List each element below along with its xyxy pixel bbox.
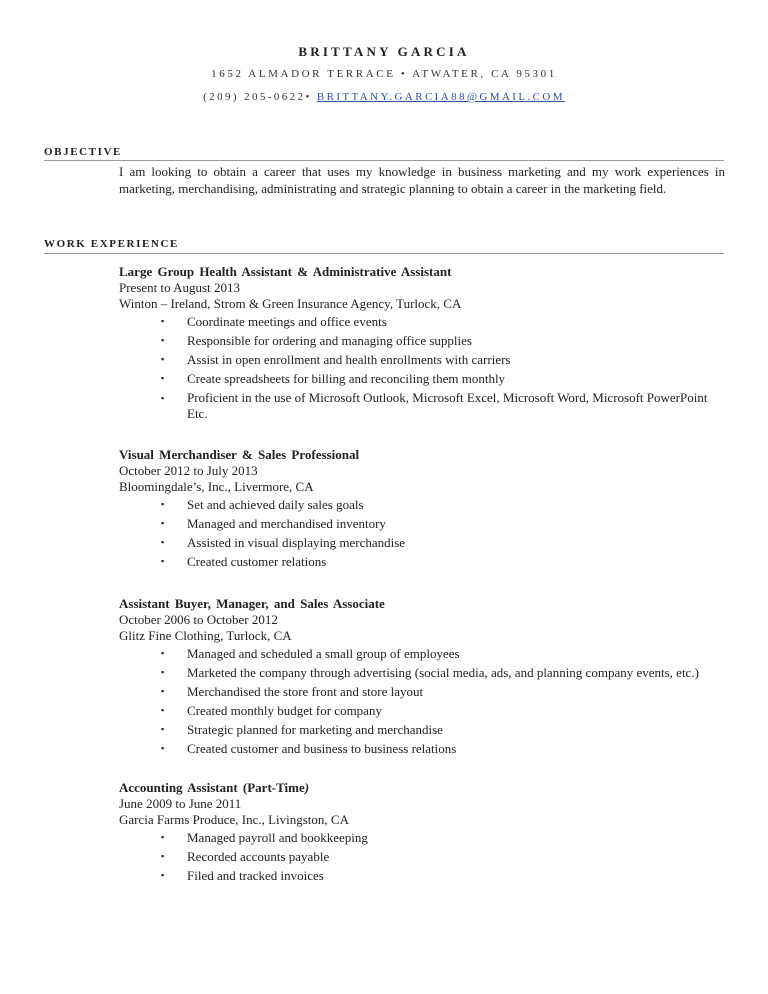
job-title (119, 780, 729, 796)
duty-text: Responsible for ordering and managing office supplies (187, 333, 472, 348)
bullet-icon: ▪ (161, 724, 165, 734)
list-item (119, 720, 729, 739)
list-item (119, 866, 729, 885)
duty-text: Marketed the company through advertising (social media, ads, and planning company events, etc.) (187, 665, 699, 680)
job-dates: Present to August 2013 (119, 280, 240, 295)
list-item (119, 828, 729, 847)
list-item (119, 847, 729, 866)
bullet-icon: ▪ (161, 537, 165, 547)
duty-text: Assisted in visual displaying merchandise (187, 535, 406, 550)
duty-text: Create spreadsheets for billing and reconciling them monthly (187, 371, 506, 386)
duty-text: Assist in open enrollment and health enrollments with carriers (187, 352, 511, 367)
list-item (119, 388, 729, 423)
job-duties-list (119, 312, 729, 423)
job-entry (119, 780, 729, 885)
list-item (119, 514, 729, 533)
job-title: Visual Merchandiser & Sales Professional (119, 447, 360, 462)
duty-text: Recorded accounts payable (187, 849, 330, 864)
job-dates: June 2009 to June 2011 (119, 796, 242, 811)
list-item (119, 644, 729, 663)
list-item (119, 682, 729, 701)
duty-text: Strategic planned for marketing and merchandise (187, 722, 443, 737)
job-duties-list (119, 495, 729, 571)
duty-text: Managed and merchandised inventory (187, 516, 386, 531)
bullet-icon: ▪ (161, 870, 165, 880)
job-entry (119, 264, 729, 423)
job-company: Winton – Ireland, Strom & Green Insurance Agency, Turlock, CA (119, 296, 462, 311)
bullet-icon: ▪ (161, 667, 165, 677)
duty-text: Proficient in the use of Microsoft Outlook, Microsoft Excel, Microsoft Word, Microsoft PowerPoint Etc. (187, 390, 708, 421)
job-title: Large Group Health Assistant & Administrative Assistant (119, 264, 452, 279)
list-item (119, 739, 729, 758)
job-dates: October 2012 to July 2013 (119, 463, 258, 478)
duty-text: Merchandised the store front and store layout (187, 684, 424, 699)
work-experience-heading: WORK EXPERIENCE (44, 238, 179, 250)
list-item (119, 663, 729, 682)
list-item (119, 312, 729, 331)
duty-text: Managed and scheduled a small group of employees (187, 646, 460, 661)
bullet-icon: ▪ (161, 686, 165, 696)
contact-line (0, 91, 768, 103)
list-item (119, 350, 729, 369)
bullet-icon: ▪ (161, 705, 165, 715)
duty-text: Filed and tracked invoices (187, 868, 324, 883)
objective-text: I am looking to obtain a career that uses my knowledge in business marketing and my work experiences in marketing, merchandising, administrating and strategic planning to obtain a career in the marketing field. (119, 164, 725, 196)
phone-number: (209) 205-0622• (203, 91, 312, 103)
list-item (119, 495, 729, 514)
job-company: Bloomingdale’s, Inc., Livermore, CA (119, 479, 314, 494)
bullet-icon: ▪ (161, 393, 165, 403)
list-item (119, 552, 729, 571)
job-duties-list (119, 828, 729, 885)
work-experience-divider (44, 253, 724, 254)
duty-text: Managed payroll and bookkeeping (187, 830, 368, 845)
job-title-text: Accounting Assistant (Part-Time (119, 780, 305, 795)
list-item (119, 701, 729, 720)
duty-text: Created customer and business to business relations (187, 741, 457, 756)
duty-text: Coordinate meetings and office events (187, 314, 387, 329)
bullet-icon: ▪ (161, 556, 165, 566)
bullet-icon: ▪ (161, 743, 165, 753)
bullet-icon: ▪ (161, 518, 165, 528)
bullet-icon: ▪ (161, 335, 165, 345)
duty-text: Created monthly budget for company (187, 703, 382, 718)
list-item (119, 369, 729, 388)
bullet-icon: ▪ (161, 499, 165, 509)
email-link[interactable]: BRITTANY.GARCIA88@GMAIL.COM (316, 91, 565, 103)
job-title: Assistant Buyer, Manager, and Sales Associate (119, 596, 385, 611)
bullet-icon: ▪ (161, 832, 165, 842)
bullet-icon: ▪ (161, 373, 165, 383)
bullet-icon: ▪ (161, 354, 165, 364)
objective-divider (44, 160, 724, 161)
job-entry (119, 447, 729, 571)
bullet-icon: ▪ (161, 316, 165, 326)
duty-text: Set and achieved daily sales goals (187, 497, 364, 512)
list-item (119, 533, 729, 552)
job-entry (119, 596, 729, 758)
job-company: Glitz Fine Clothing, Turlock, CA (119, 628, 292, 643)
job-dates: October 2006 to October 2012 (119, 612, 278, 627)
list-item (119, 331, 729, 350)
duty-text: Created customer relations (187, 554, 327, 569)
job-company: Garcia Farms Produce, Inc., Livingston, CA (119, 812, 349, 827)
bullet-icon: ▪ (161, 648, 165, 658)
applicant-name: BRITTANY GARCIA (298, 44, 470, 59)
job-title-paren: ) (304, 780, 310, 795)
objective-heading: OBJECTIVE (44, 146, 122, 158)
bullet-icon: ▪ (161, 851, 165, 861)
job-duties-list (119, 644, 729, 758)
address-line: 1652 ALMADOR TERRACE • ATWATER, CA 95301 (211, 68, 557, 80)
